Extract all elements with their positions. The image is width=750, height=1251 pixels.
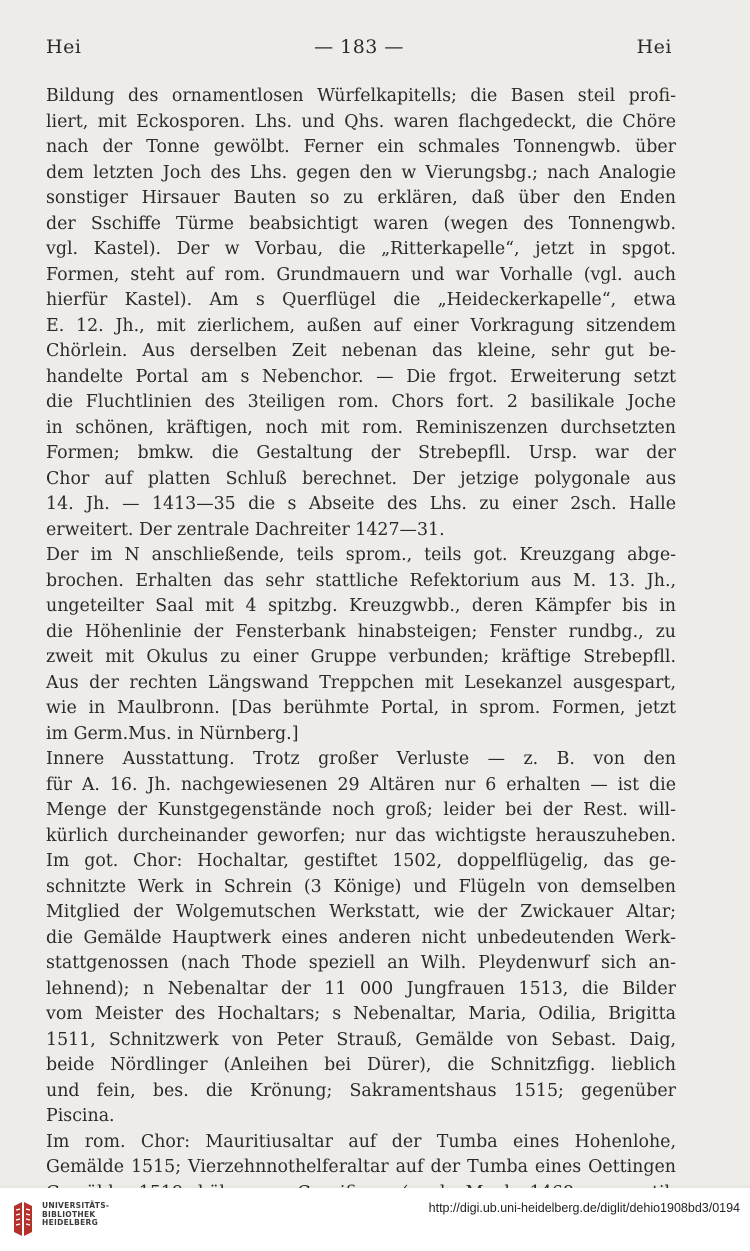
- library-line: BIBLIOTHEK: [42, 1209, 96, 1219]
- library-name: [42, 1202, 109, 1228]
- text-line: Chor auf platten Schluß berechnet. Der jetzige polygonale aus: [46, 468, 676, 489]
- text-line: sonstiger Hirsauer Bauten so zu erklären, daß über den Enden: [46, 188, 676, 208]
- text-line: der Sschiffe Türme beabsichtigt waren (wegen des Tonnengwb.: [46, 213, 676, 234]
- library-line: HEIDELBERG: [42, 1218, 99, 1227]
- text-line: brochen. Erhalten das sehr stattliche Refektorium aus M. 13. Jh.,: [46, 570, 676, 591]
- text-line: kürlich durcheinander geworfen; nur das wichtigste herauszuheben.: [46, 825, 676, 846]
- page-number: — 183 —: [314, 36, 404, 58]
- text-line: Im got. Chor: Hochaltar, gestiftet 1502, doppelflügelig, das ge-: [46, 851, 676, 871]
- text-line: schnitzte Werk in Schrein (3 Könige) und Flügeln von demselben: [46, 876, 676, 897]
- text-line: Im rom. Chor: Mauritiusaltar auf der Tumba eines Hohenlohe,: [46, 1131, 676, 1152]
- text-line: vom Meister des Hochaltars; s Nebenaltar, Maria, Odilia, Brigitta: [46, 1004, 676, 1024]
- text-line: Chörlein. Aus derselben Zeit nebenan das kleine, sehr gut be-: [46, 341, 676, 361]
- university-library-logo: [8, 1200, 38, 1238]
- running-header: [46, 36, 672, 64]
- text-line: 1511, Schnitzwerk von Peter Strauß, Gemälde von Sebast. Daig,: [46, 1029, 676, 1050]
- text-line: die Höhenlinie der Fensterbank hinabsteigen; Fenster rundbg., zu: [46, 621, 676, 642]
- text-line: E. 12. Jh., mit zierlichem, außen auf einer Vorkragung sitzendem: [46, 315, 676, 336]
- text-line: ungeteilter Saal mit 4 spitzbg. Kreuzgwbb., deren Kämpfer bis in: [46, 596, 676, 616]
- body-text: [46, 84, 676, 1206]
- text-line: lehnend); n Nebenaltar der 11 000 Jungfrauen 1513, die Bilder: [46, 978, 676, 999]
- text-line: für A. 16. Jh. nachgewiesenen 29 Altären nur 6 erhalten — ist die: [46, 774, 676, 795]
- header-left-keyword: Hei: [46, 36, 82, 58]
- text-line: dem letzten Joch des Lhs. gegen den w Vierungsbg.; nach Analogie: [46, 162, 676, 183]
- text-line: handelte Portal am s Nebenchor. — Die frgot. Erweiterung setzt: [46, 366, 676, 387]
- text-line: Bildung des ornamentlosen Würfelkapitells; die Basen steil profi-: [46, 86, 676, 106]
- text-line: die Gemälde Hauptwerk eines anderen nicht unbedeutenden Werk-: [46, 927, 676, 948]
- text-line: Piscina.: [46, 1106, 115, 1126]
- text-line: Mitglied der Wolgemutschen Werkstatt, wie der Zwickauer Altar;: [46, 902, 676, 922]
- text-line: beide Nördlinger (Anleihen bei Dürer), die Schnitzfigg. lieblich: [46, 1055, 676, 1075]
- text-line: Formen; bmkw. die Gestaltung der Strebepfll. Ursp. war der: [46, 443, 676, 463]
- header-right-keyword: Hei: [636, 36, 672, 58]
- text-line: Innere Ausstattung. Trotz großer Verluste — z. B. von den: [46, 749, 676, 769]
- text-line: 14. Jh. — 1413—35 die s Abseite des Lhs. zu einer 2sch. Halle: [46, 494, 676, 514]
- text-line: hierfür Kastel). Am s Querflügel die „Heideckerkapelle“, etwa: [46, 290, 676, 310]
- text-line: die Fluchtlinien des 3teiligen rom. Chors fort. 2 basilikale Joche: [46, 392, 676, 412]
- permalink-url[interactable]: http://digi.ub.uni-heidelberg.de/diglit/dehio1908bd3/0194: [428, 1201, 740, 1215]
- text-line: Formen, steht auf rom. Grundmauern und war Vorhalle (vgl. auch: [46, 264, 676, 285]
- text-line: nach der Tonne gewölbt. Ferner ein schmales Tonnengwb. über: [46, 137, 676, 157]
- library-line: UNIVERSITÄTS-: [42, 1201, 110, 1210]
- text-line: Der im N anschließende, teils sprom., teils got. Kreuzgang abge-: [46, 545, 676, 565]
- text-line: wie in Maulbronn. [Das berühmte Portal, in sprom. Formen, jetzt: [46, 698, 676, 718]
- text-line: Gemälde 1515; Vierzehnnothelferaltar auf der Tumba eines Oettingen: [46, 1157, 676, 1177]
- text-line: vgl. Kastel). Der w Vorbau, die „Ritterkapelle“, jetzt in spgot.: [46, 239, 676, 259]
- text-line: Aus der rechten Längswand Treppchen mit Lesekanzel ausgespart,: [46, 672, 676, 693]
- text-line: zweit mit Okulus zu einer Gruppe verbunden; kräftige Strebepfll.: [46, 647, 676, 667]
- text-line: liert, mit Eckosporen. Lhs. und Qhs. waren flachgedeckt, die Chöre: [46, 111, 676, 132]
- text-line: stattgenossen (nach Thode speziell an Wilh. Pleydenwurf sich an-: [46, 953, 676, 973]
- footer-bar: [0, 1188, 750, 1251]
- text-line: in schönen, kräftigen, noch mit rom. Reminiszenzen durchsetzten: [46, 417, 676, 438]
- text-line: im Germ.Mus. in Nürnberg.]: [46, 723, 299, 744]
- text-line: Menge der Kunstgegenstände noch groß; leider bei der Rest. will-: [46, 800, 676, 820]
- text-line: erweitert. Der zentrale Dachreiter 1427—31.: [46, 519, 445, 540]
- text-line: und fein, bes. die Krönung; Sakramentshaus 1515; gegenüber: [46, 1080, 676, 1101]
